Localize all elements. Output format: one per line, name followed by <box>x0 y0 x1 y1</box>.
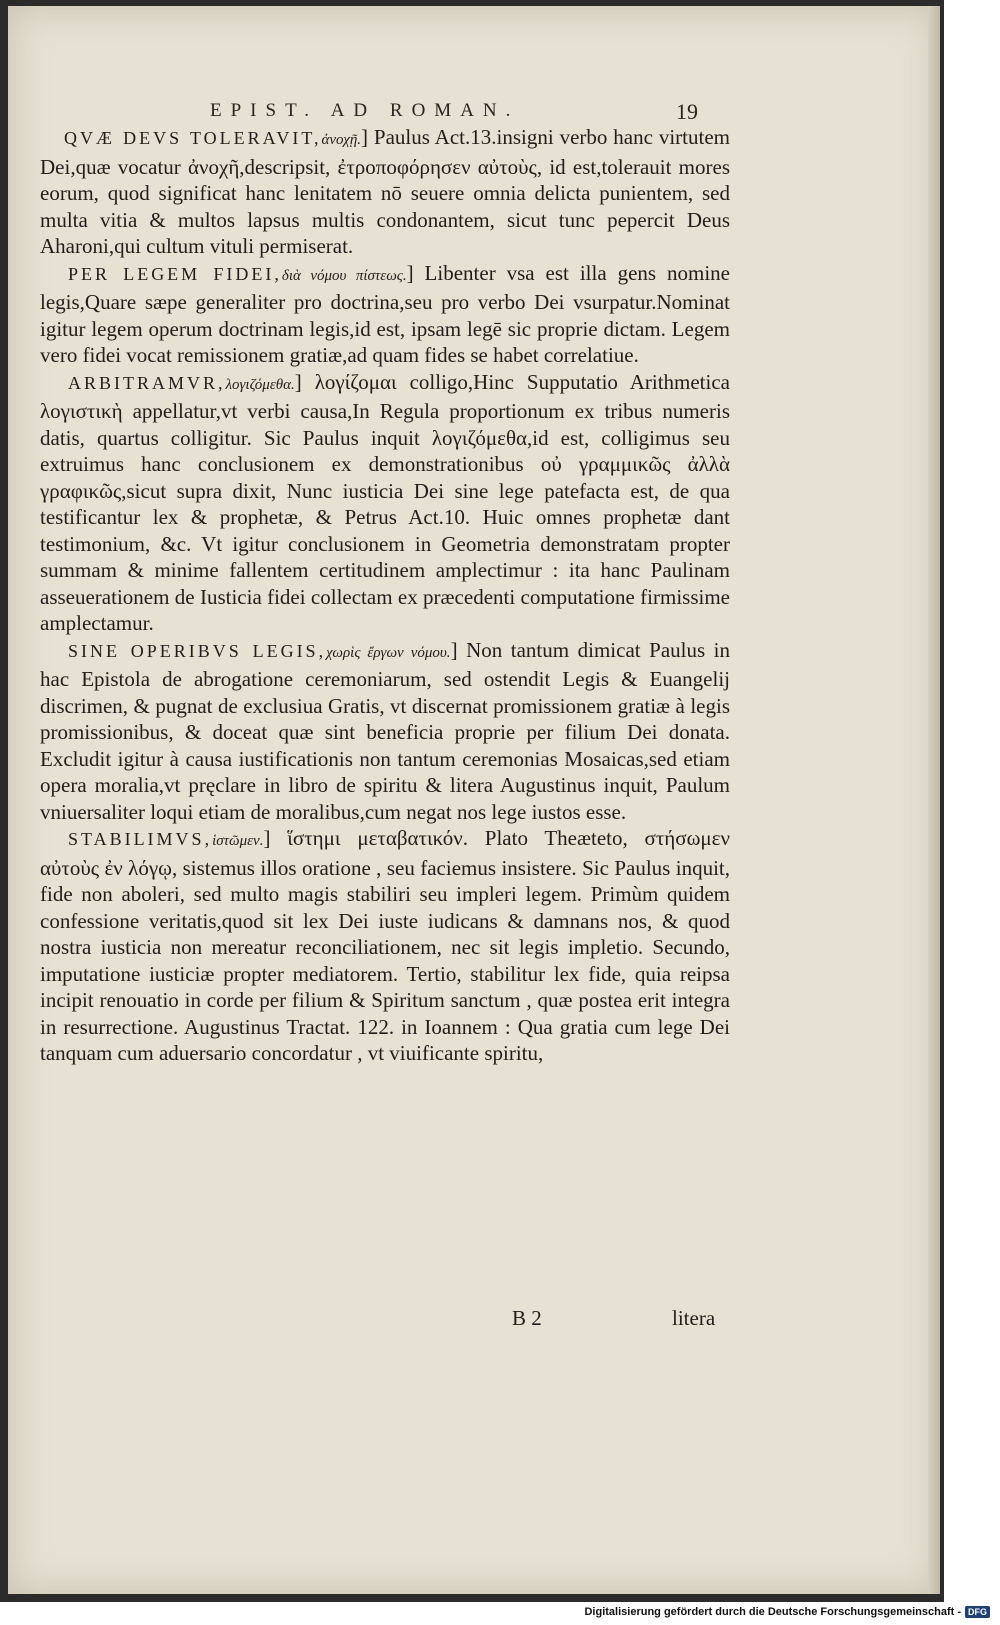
paragraph-text: ] Paulus Act.13.insigni verbo hanc virtutem Dei,quæ vocatur ἀνοχῆ,descripsit, ἐτροποφόρησεν αὐτοὺς, id est,tolerauit mores eorum, quod significat hanc lenitatem nō seuere omnia delicta punientem, sed multa vitia & multos lapsus multis condonantem, sicut tunc pepercit Deus Aharoni,qui cultum vituli permiserat. <box>40 125 730 258</box>
lemma: PER LEGEM FIDEI, <box>68 263 282 284</box>
greek-gloss: διὰ νόμου πίστεως. <box>281 267 407 284</box>
digitization-credit <box>584 1606 990 1618</box>
greek-gloss: χωρὶς ἔργων νόμου. <box>326 644 451 661</box>
paragraph-text: ] Non tantum dimicat Paulus in hac Epistola de abrogatione ceremoniarum, sed ostendit Legis & Euangelij discrimen, & pugnat de exclusiua Gratis, vt discernat promissionem gratiæ à legis promissionibus, & doceat quæ sint beneficia proprie per filium Dei donata. Excludit igitur à causa iustificationis non tantum ceremonias Mosaicas,sed etiam opera moralia,vt pręclare in libro de spiritu & litera Augustinus inquit, Paulum vniuersaliter loqui etiam de moralibus,cum negat nos lege iustos esse. <box>40 637 731 824</box>
paragraph <box>40 825 730 1067</box>
running-head: EPIST. AD ROMAN. <box>210 100 520 121</box>
paragraph-text: ] λογίζομαι colligo,Hinc Supputatio Arithmetica λογιστικὴ appellatur,vt verbi causa,In Regula proportionum ex tribus numeris datis, quartus colligitur. Sic Paulus inquit λογιζόμεθα,id est, colligimus seu extruimus hanc conclusionem ex demonstrationibus οὐ γραμμικῶς ἀλλὰ γραφικῶς,sicut supra dixit, Nunc iusticia Dei sine lege patefacta est, de qua testificantur lex & prophetæ, & Petrus Act.10. Huic omnes prophetæ dant testimonium, &c. Vt igitur conclusionem in Geometria demonstratam propter summam & minime fallentem certitudinem amplectimur : ita hanc Paulinam asseuerationem de Iusticia fidei collectam ex præcedenti computatione firmissime amplectamur. <box>40 369 730 635</box>
page-number: 19 <box>676 99 698 124</box>
catchword: litera <box>672 1306 716 1330</box>
dfg-logo: DFG <box>965 1606 990 1618</box>
greek-gloss: ἱστῶμεν. <box>212 833 264 849</box>
page-edge <box>928 6 940 1594</box>
signature-mark: B 2 <box>512 1306 542 1330</box>
paragraph-text: ] ἵστημι μεταβατικόν. Plato Theæteto, στήσωμεν αὐτοὺς ἐν λόγῳ, sistemus illos oratione , seu faciemus insistere. Sic Paulus inquit, fide non aboleri, sed multo magis stabiliri seu impleri legem. Primùm quidem confessione veritatis,quod sit lex Dei iuste iudicans & damnans nos, & quod nostra iusticia non mereatur reconciliationem, nec sit legis impletio. Secundo, imputatione iusticiæ propter mediatorem. Tertio, stabilitur lex fide, quia reipsa incipit renouatio in corde per filium & Spiritum sanctum , quæ postea erit integra in resurrectione. Augustinus Tractat. 122. in Ioannem : Qua gratia cum lege Dei tanquam cum aduersario concordatur , vt viuificante spiritu, <box>40 826 730 1065</box>
lemma: SINE OPERIBVS LEGIS, <box>68 640 327 661</box>
greek-gloss: λογιζόμεθα. <box>225 376 295 393</box>
main-text <box>40 124 730 1067</box>
paragraph <box>40 260 730 369</box>
lemma: STABILIMVS, <box>68 829 213 849</box>
paragraph <box>40 637 730 826</box>
paragraph-text: ] Libenter vsa est illa gens nomine legis,Quare sæpe generaliter pro doctrina,seu pro verbo Dei vsurpatur.Nominat igitur legem operum doctrinam legis,id est, ipsam legē sic proprie dictam. Legem vero fidei vocat remissionem gratiæ,ad quam fides se habet correlatiue. <box>40 260 730 367</box>
lemma: QVÆ DEVS TOLERAVIT, <box>64 128 322 148</box>
paragraph <box>40 369 730 637</box>
credit-text: Digitalisierung gefördert durch die Deutsche Forschungsgemeinschaft - <box>584 1606 961 1618</box>
lemma: ARBITRAMVR, <box>68 372 226 393</box>
paragraph <box>40 124 730 260</box>
greek-gloss: ἀνοχῇ. <box>321 132 362 148</box>
